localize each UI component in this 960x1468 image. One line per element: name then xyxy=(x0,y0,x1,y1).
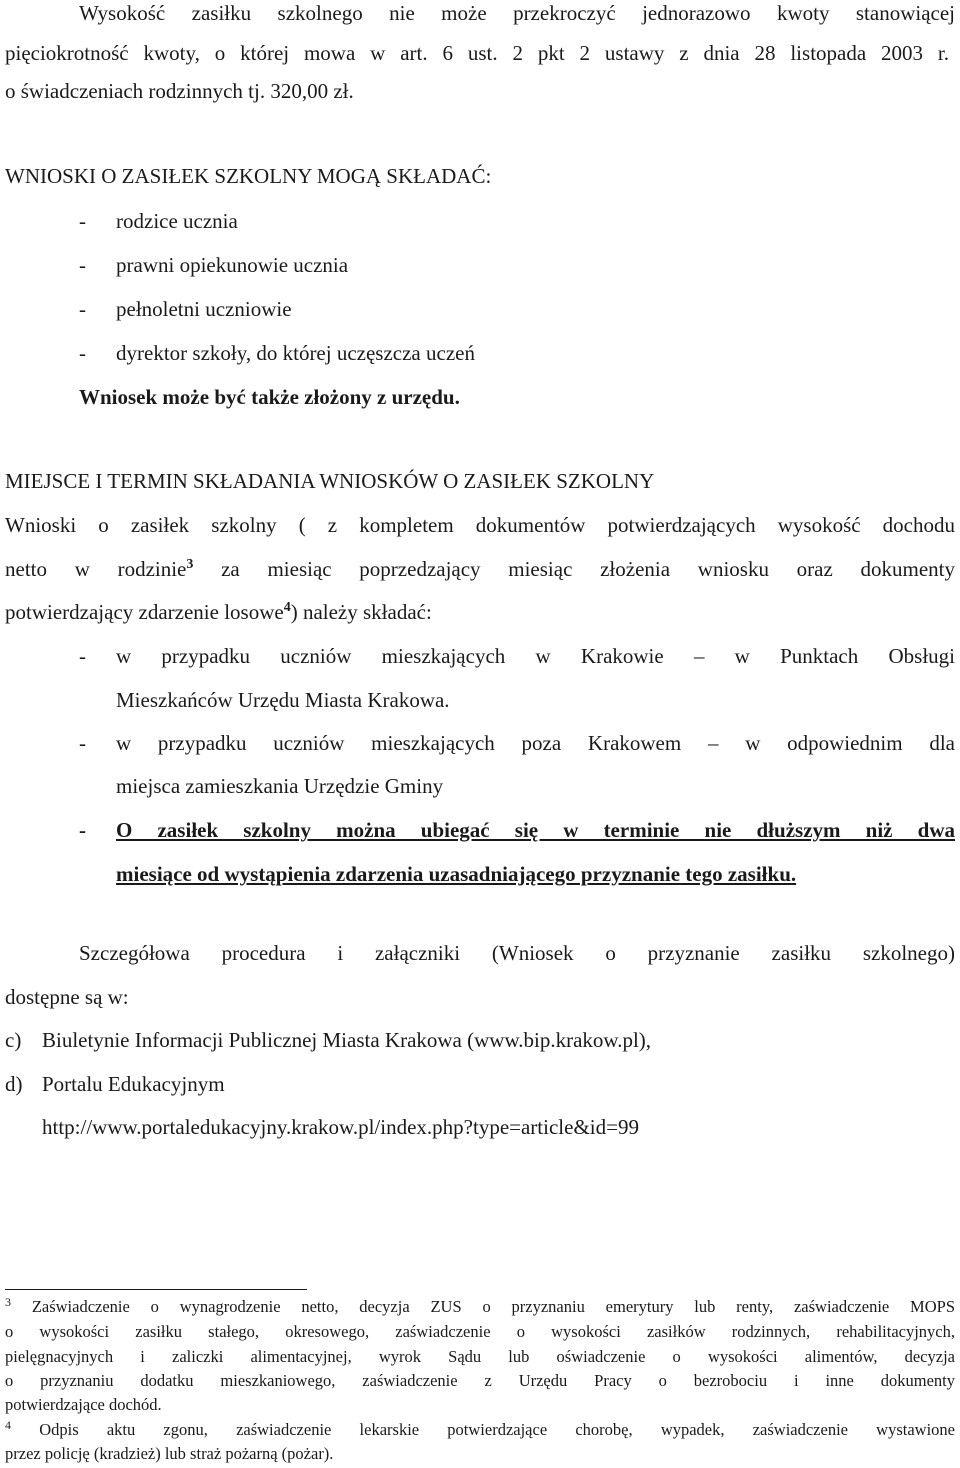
footnote-3-mark: 3 xyxy=(5,1295,11,1309)
procedure-line-1: Szczegółowa procedura i załączniki (Wniosek o przyznanie zasiłku szkolnego) xyxy=(79,941,955,965)
place-heading: MIEJSCE I TERMIN SKŁADANIA WNIOSKÓW O ZASIŁEK SZKOLNY xyxy=(5,469,655,493)
list-dash: - xyxy=(79,644,86,668)
list-dash: - xyxy=(79,731,86,755)
place-para-line-1: Wnioski o zasiłek szkolny ( z kompletem dokumentów potwierdzających wysokość dochodu xyxy=(5,513,955,537)
place-item-2-line-1: w przypadku uczniów mieszkających poza Krakowem – w odpowiednim dla xyxy=(116,731,955,755)
applicants-heading: WNIOSKI O ZASIŁEK SZKOLNY MOGĄ SKŁADAĆ: xyxy=(5,164,492,188)
list-item: pełnoletni uczniowie xyxy=(116,297,292,321)
procedure-d-label: d) xyxy=(5,1072,23,1096)
procedure-line-2: dostępne są w: xyxy=(5,985,129,1009)
procedure-d-url[interactable]: http://www.portaledukacyjny.krakow.pl/index.php?type=article&id=99 xyxy=(42,1115,639,1139)
place-para-line-3: potwierdzający zdarzenie losowe$^4$) należy składać: xyxy=(5,600,432,624)
place-para-line-2: netto w rodzinie$^3$ za miesiąc poprzedzający miesiąc złożenia wniosku oraz dokumenty xyxy=(5,557,955,581)
place-item-1-line-1: w przypadku uczniów mieszkających w Krakowie – w Punktach Obsługi xyxy=(116,644,955,668)
footnote-3-line-4: o przyznaniu dodatku mieszkaniowego, zaświadczenie z Urzędu Pracy o bezrobociu i inne dokumenty xyxy=(5,1371,955,1390)
list-dash: - xyxy=(79,209,86,233)
intro-line-2: pięciokrotność kwoty, o której mowa w art. 6 ust. 2 pkt 2 ustawy z dnia 28 listopada 2003 r. xyxy=(5,41,949,65)
list-item: rodzice ucznia xyxy=(116,209,238,233)
footnote-4-mark: 4 xyxy=(5,1418,11,1432)
procedure-c-text: Biuletynie Informacji Publicznej Miasta Krakowa (www.bip.krakow.pl), xyxy=(42,1028,652,1052)
list-dash: - xyxy=(79,297,86,321)
footnote-4-line-2: przez policję (kradzież) lub straż pożarną (pożar). xyxy=(5,1444,334,1463)
list-dash: - xyxy=(79,341,86,365)
place-item-2-line-2: miejsca zamieszkania Urzędzie Gminy xyxy=(116,774,444,798)
procedure-d-text: Portalu Edukacyjnym xyxy=(42,1072,225,1096)
intro-line-1: Wysokość zasiłku szkolnego nie może przekroczyć jednorazowo kwoty stanowiącej xyxy=(79,1,955,25)
applicants-note: Wniosek może być także złożony z urzędu. xyxy=(79,385,460,409)
procedure-c-label: c) xyxy=(5,1028,22,1052)
list-dash: - xyxy=(79,818,86,842)
footnote-4-line-1: $^4$ Odpis aktu zgonu, zaświadczenie lekarskie potwierdzające chorobę, wypadek, zaświadczenie wystawione xyxy=(5,1418,955,1439)
footnote-ref-4: 4 xyxy=(283,600,291,615)
footnote-3-line-2: o wysokości zasiłku stałego, okresowego, zaświadczenie o wysokości zasiłków rodzinnych, rehabilitacyjnych, xyxy=(5,1322,955,1341)
place-item-3-line-2: miesiące od wystąpienia zdarzenia uzasadniającego przyznanie tego zasiłku. xyxy=(116,862,797,886)
place-item-3-line-1: O zasiłek szkolny można ubiegać się w terminie nie dłuższym niż dwa xyxy=(116,818,955,842)
place-item-1-line-2: Mieszkańców Urzędu Miasta Krakowa. xyxy=(116,688,450,712)
footnote-separator xyxy=(5,1289,307,1290)
footnote-3-line-5: potwierdzające dochód. xyxy=(5,1395,162,1414)
list-item: prawni opiekunowie ucznia xyxy=(116,253,349,277)
intro-line-3: o świadczeniach rodzinnych tj. 320,00 zł. xyxy=(5,79,354,103)
list-item: dyrektor szkoły, do której uczęszcza uczeń xyxy=(116,341,475,365)
footnote-ref-3: 3 xyxy=(186,557,194,572)
footnote-3-line-1: $^3$ Zaświadczenie o wynagrodzenie netto, decyzja ZUS o przyznaniu emerytury lub renty, zaświadczenie MOPS xyxy=(5,1295,955,1316)
footnote-3-line-3: pielęgnacyjnych i zaliczki alimentacyjnej, wyrok Sądu lub oświadczenie o wysokości alimentów, decyzja xyxy=(5,1347,955,1366)
list-dash: - xyxy=(79,253,86,277)
